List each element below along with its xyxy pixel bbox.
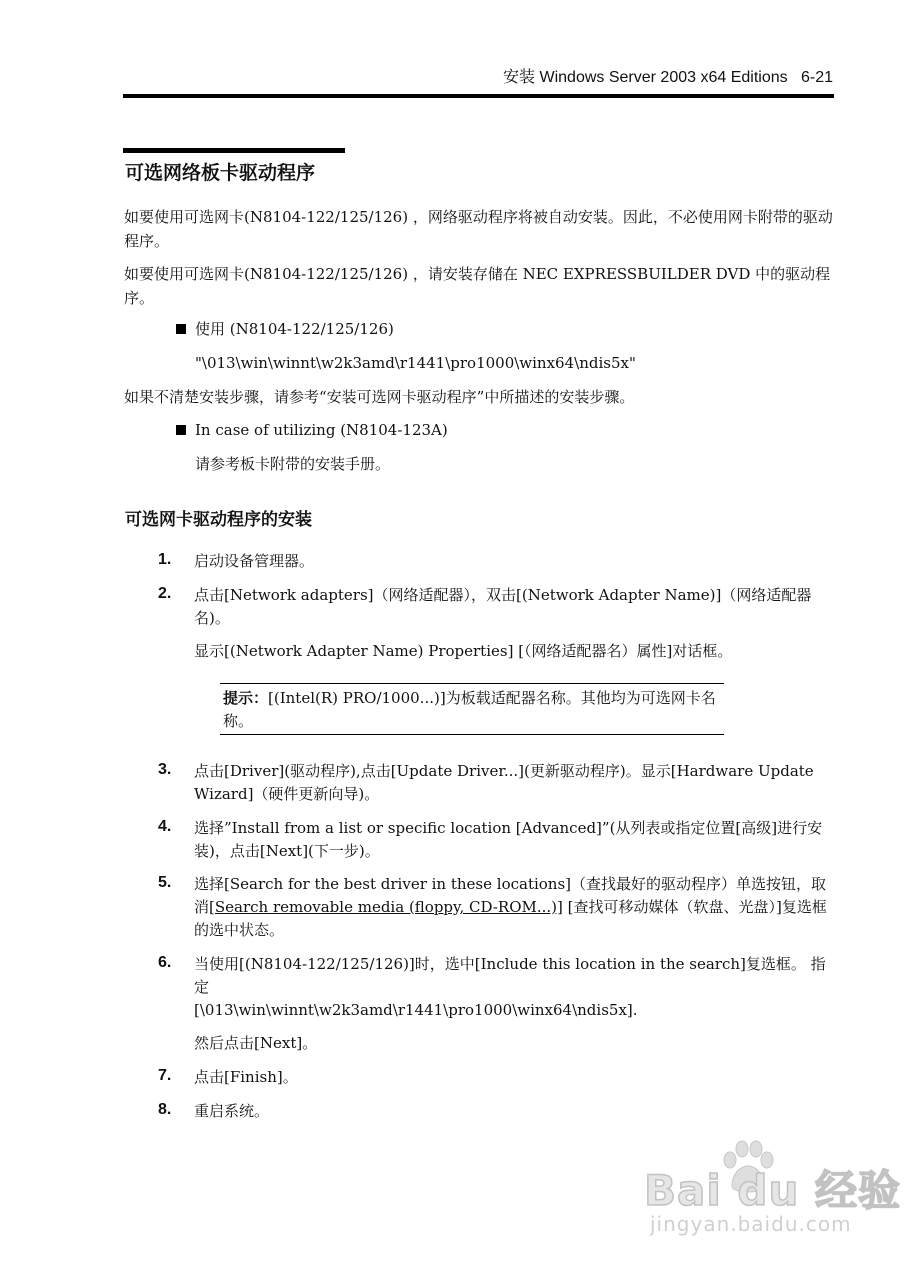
section-title: 可选网络板卡驱动程序: [125, 162, 316, 184]
step-text-part: 选择[Search for the best driver in these locations]（查找最好的驱动程序）单选按钮，取消: [194, 875, 827, 916]
step-number: 5.: [158, 874, 172, 891]
step-number: 4.: [158, 818, 172, 835]
install-paragraph: 如要使用可选网卡(N8104-122/125/126) ，请安装存储在 NEC EXPRESSBUILDER DVD 中的驱动程序。: [124, 265, 831, 307]
step-number: 6.: [158, 954, 172, 971]
hint-label: 提示：: [223, 689, 269, 707]
step-number: 3.: [158, 761, 172, 778]
section-bar: [123, 148, 345, 153]
step-text: 点击[Finish]。: [194, 1068, 298, 1086]
step-text: 重启系统。: [194, 1102, 270, 1120]
reference-paragraph: 如果不清楚安装步骤，请参考“安装可选网卡驱动程序”中所描述的安装步骤。: [124, 388, 635, 406]
bullet-square-icon: [176, 324, 186, 334]
bullet-label: 使用 (N8104-122/125/126): [195, 320, 394, 338]
step-text: 当使用[(N8104-122/125/126)]时，选中[Include this location in the search]复选框。 指定: [194, 955, 826, 996]
header-rule: [123, 94, 834, 98]
step-extra: 然后点击[Next]。: [194, 1034, 318, 1052]
bullet-label: In case of utilizing (N8104-123A): [195, 421, 448, 439]
step-number: 7.: [158, 1067, 172, 1084]
step-extra: 显示[(Network Adapter Name) Properties] [（网络适配器名）属性]对话框。: [194, 642, 733, 660]
step-text: 选择”Install from a list or specific location [Advanced]”(从列表或指定位置[高级]进行安装)，点击[Next](下一步)。: [194, 819, 823, 860]
hint-text: [223, 687, 721, 733]
step-text: 点击[Driver](驱动程序),点击[Update Driver...](更新驱动程序)。显示[Hardware Update Wizard]（硬件更新向导)。: [194, 762, 814, 803]
bullet-detail: 请参考板卡附带的安装手册。: [195, 455, 391, 473]
checkbox-reference: [Search removable media (floppy, CD-ROM...)]: [209, 898, 563, 916]
watermark-url: jingyan.baidu.com: [650, 1212, 852, 1236]
watermark-logo: Bai du 经验: [644, 1166, 901, 1215]
bullet-item: [176, 318, 394, 340]
step-path: [\013\win\winnt\w2k3amd\r1441\pro1000\winx64\ndis5x].: [194, 1001, 638, 1019]
header-title: 安装 Windows Server 2003 x64 Editions: [503, 69, 788, 86]
driver-path: "\013\win\winnt\w2k3amd\r1441\pro1000\winx64\ndis5x": [195, 354, 636, 372]
page-number: 6-21: [800, 69, 833, 86]
bullet-item: [176, 419, 448, 441]
step-number: 2.: [158, 585, 172, 602]
step-text: [194, 873, 834, 942]
intro-paragraph: 如要使用可选网卡(N8104-122/125/126) ，网络驱动程序将被自动安装。因此，不必使用网卡附带的驱动程序。: [124, 208, 833, 250]
subsection-title: 可选网卡驱动程序的安装: [125, 510, 312, 530]
hint-box: [220, 683, 724, 735]
step-text: 点击[Network adapters]（网络适配器），双击[(Network Adapter Name)]（网络适配器名)。: [194, 586, 812, 627]
hint-body: [(Intel(R) PRO/1000...)]为板载适配器名称。其他均为可选网卡名称。: [223, 689, 716, 730]
step-number: 1.: [158, 551, 172, 568]
bullet-square-icon: [176, 425, 186, 435]
step-text: 启动设备管理器。: [194, 552, 315, 570]
step-text-part: [查找可移动媒体（软盘、光盘）]复选框的选中状态。: [194, 898, 827, 939]
step-number: 8.: [158, 1101, 172, 1118]
page-header: [123, 64, 833, 88]
